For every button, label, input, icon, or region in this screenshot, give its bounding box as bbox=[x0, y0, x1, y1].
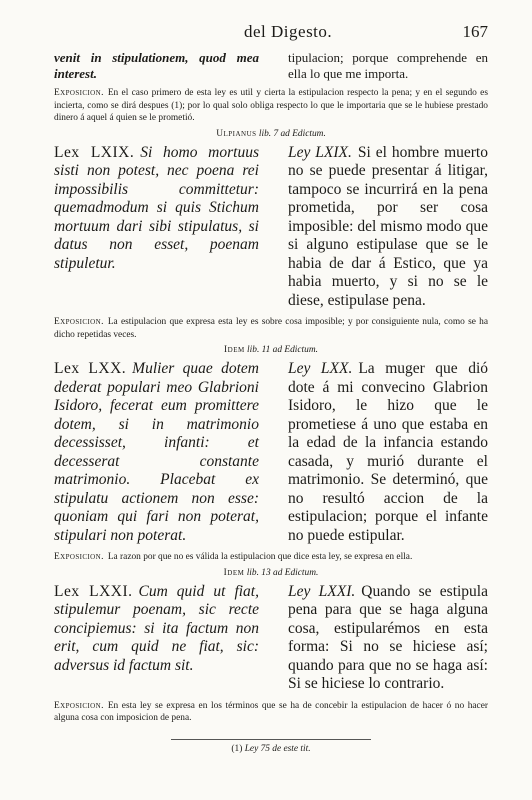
source-citation-1 bbox=[54, 129, 488, 139]
spanish-text-69 bbox=[288, 144, 488, 311]
lex-heading: Lex LXIX. bbox=[54, 143, 135, 161]
footnote-text: Ley 75 de este tit. bbox=[244, 743, 311, 754]
latin-body: Mulier quae dotem dederat populari meo Glabrioni Isidoro, fecerat eum promittere dotem, si in matrimonio decessisset, infanti: et decesserat constante matrimonio. Placebat ex stipulatu actionem non esse: quoniam qui fari non poterat, stipulari non poterat. bbox=[54, 360, 259, 544]
source-author: Ulpianus bbox=[216, 128, 257, 139]
spanish-text-71 bbox=[288, 583, 488, 694]
spanish-continuation: tipulacion; porque comprehende en ella lo que me importa. bbox=[288, 50, 488, 81]
exposition-label: Exposicion. bbox=[54, 700, 104, 711]
ley-heading: Ley LXXI. bbox=[288, 582, 356, 600]
latin-text-71 bbox=[54, 583, 259, 694]
latin-body: Cum quid ut fiat, stipulemur poenam, sic recte concipiemus: si ita factum non erit, cum quid ne fiat, sic: adversus id factum sit. bbox=[54, 582, 259, 674]
page-number: 167 bbox=[462, 22, 488, 41]
exposition-0 bbox=[54, 87, 488, 125]
lex-heading: Lex LXX. bbox=[54, 360, 127, 377]
latin-text-69 bbox=[54, 144, 259, 311]
spanish-text-70 bbox=[288, 360, 488, 545]
running-header bbox=[54, 22, 488, 50]
block-lex-71 bbox=[54, 583, 488, 694]
lex-heading: Lex LXXI. bbox=[54, 582, 133, 600]
exposition-label: Exposicion. bbox=[54, 88, 104, 98]
latin-continuation: venit in stipulationem, quod mea interest. bbox=[54, 50, 259, 81]
source-book: lib. 7 ad Edictum. bbox=[258, 128, 326, 139]
ley-heading: Ley LXX. bbox=[288, 360, 353, 377]
source-author: Idem bbox=[223, 567, 245, 578]
running-title: del Digesto. bbox=[244, 22, 333, 41]
source-book: lib. 13 ad Edictum. bbox=[246, 567, 319, 578]
footnote-marker: (1) bbox=[231, 743, 243, 754]
spanish-body: La muger que dió dote á mi convecino Glabrion Isidoro, le hizo que le prometiese á uno que estaba en la edad de la infancia estando casada, y murió durante el matrimonio. Se determinó, que no resultó accion de la estipulacion; porque el infante no puede estipular. bbox=[288, 360, 488, 544]
exposition-1 bbox=[54, 316, 488, 341]
ley-heading: Ley LXIX. bbox=[288, 143, 352, 161]
footnote-divider bbox=[171, 739, 371, 740]
source-citation-3 bbox=[54, 568, 488, 578]
block-lex-70 bbox=[54, 360, 488, 545]
exposition-label: Exposicion. bbox=[54, 552, 104, 562]
exposition-text: La estipulacion que expresa esta ley es sobre cosa imposible; y por consiguiente nula, como se ha dicho repetidas veces. bbox=[54, 317, 488, 340]
source-book: lib. 11 ad Edictum. bbox=[247, 345, 318, 355]
source-author: Idem bbox=[224, 345, 245, 355]
latin-body: Si homo mortuus sisti non potest, nec poena rei impossibilis committetur: quemadmodum si quis Stichum mortuum dari sibi stipulatus, si datus non esset, poenam stipuletur. bbox=[54, 143, 259, 272]
exposition-text: La razon por que no es válida la estipulacion que dice esta ley, se expresa en ella. bbox=[107, 552, 413, 562]
block-lex-69 bbox=[54, 144, 488, 311]
spanish-body: Quando se estipula pena para que se haga alguna cosa, estipularémos en esta forma: Si no se hiciese así; quando para que no se haga así: Si se hiciese lo contrario. bbox=[288, 582, 488, 692]
block-continuation bbox=[54, 50, 488, 81]
latin-text-70 bbox=[54, 360, 259, 545]
exposition-3 bbox=[54, 700, 488, 725]
exposition-text: En esta ley se expresa en los términos que se ha de concebir la estipulacion de hacer ó no hacer alguna cosa con imposicion de pena. bbox=[54, 700, 488, 723]
spanish-body: Si el hombre muerto no se puede presentar á litigar, tampoco se incurrirá en la pena prometida, por ser cosa imposible: del mismo modo que si alguno estipulase que se le habia de dar á Estico, que ya habia muerto, y si no se le diese, estipulase pena. bbox=[288, 143, 488, 309]
exposition-2 bbox=[54, 551, 488, 564]
exposition-label: Exposicion. bbox=[54, 317, 104, 327]
exposition-text: En el caso primero de esta ley es util y cierta la estipulacion respecto la pena; y en el segundo es incierta, como se dirá despues (1); por lo qual solo obliga respecto lo que le importaria que se le hubiese prestado dinero á aquel á quien se le prometió. bbox=[54, 88, 488, 123]
footnote bbox=[54, 744, 488, 754]
source-citation-2 bbox=[54, 345, 488, 355]
